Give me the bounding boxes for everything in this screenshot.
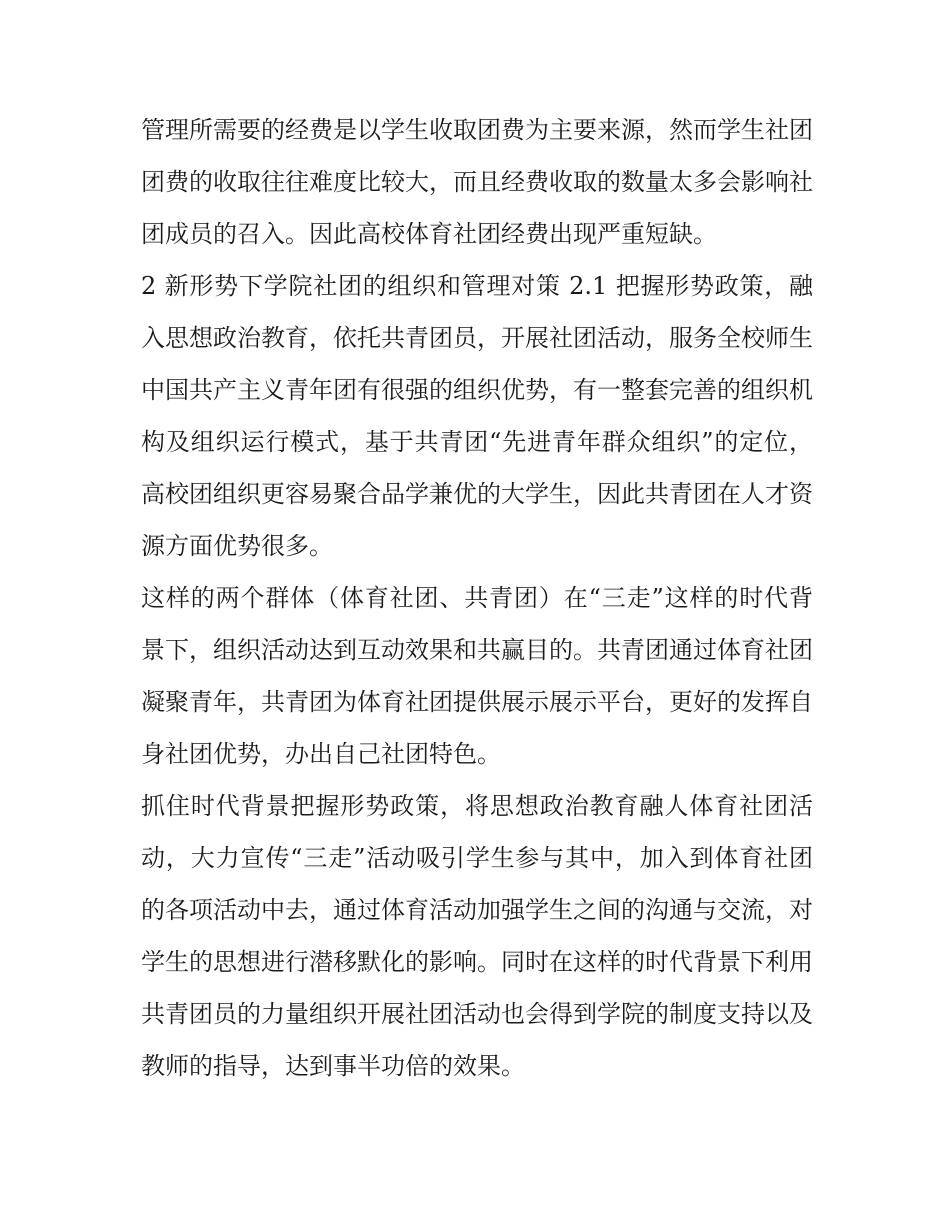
paragraph-funding-shortage: 管理所需要的经费是以学生收取团费为主要来源，然而学生社团团费的收取往往难度比较大，而且经费收取的数量太多会影响社团成员的召入。因此高校体育社团经费出现严重短缺。 bbox=[141, 116, 813, 248]
paragraph-youth-league-advantage: 中国共产主义青年团有很强的组织优势，有一整套完善的组织机构及组织运行模式，基于共青团“先进青年群众组织”的定位，高校团组织更容易聚合品学兼优的大学生，因此共青团在人才资源方面优势很多。 bbox=[141, 376, 813, 560]
paragraph-ideological-education: 抓住时代背景把握形势政策，将思想政治教育融人体育社团活动，大力宣传“三走”活动吸引学生参与其中，加入到体育社团的各项活动中去，通过体育活动加强学生之间的沟通与交流，对学生的思想进行潜移默化的影响。同时在这样的时代背景下利用共青团员的力量组织开展社团活动也会得到学院的制度支持以及教师的指导，达到事半功倍的效果。 bbox=[141, 792, 813, 1080]
section-heading-2-2-1: 2 新形势下学院社团的组织和管理对策 2.1 把握形势政策，融入思想政治教育，依托共青团员，开展社团活动，服务全校师生 bbox=[141, 272, 813, 352]
paragraph-two-groups-interaction: 这样的两个群体（体育社团、共青团）在“三走”这样的时代背景下，组织活动达到互动效果和共赢目的。共青团通过体育社团凝聚青年，共青团为体育社团提供展示展示平台，更好的发挥自身社团优势，办出自己社团特色。 bbox=[141, 584, 813, 768]
document-body bbox=[141, 104, 813, 1092]
